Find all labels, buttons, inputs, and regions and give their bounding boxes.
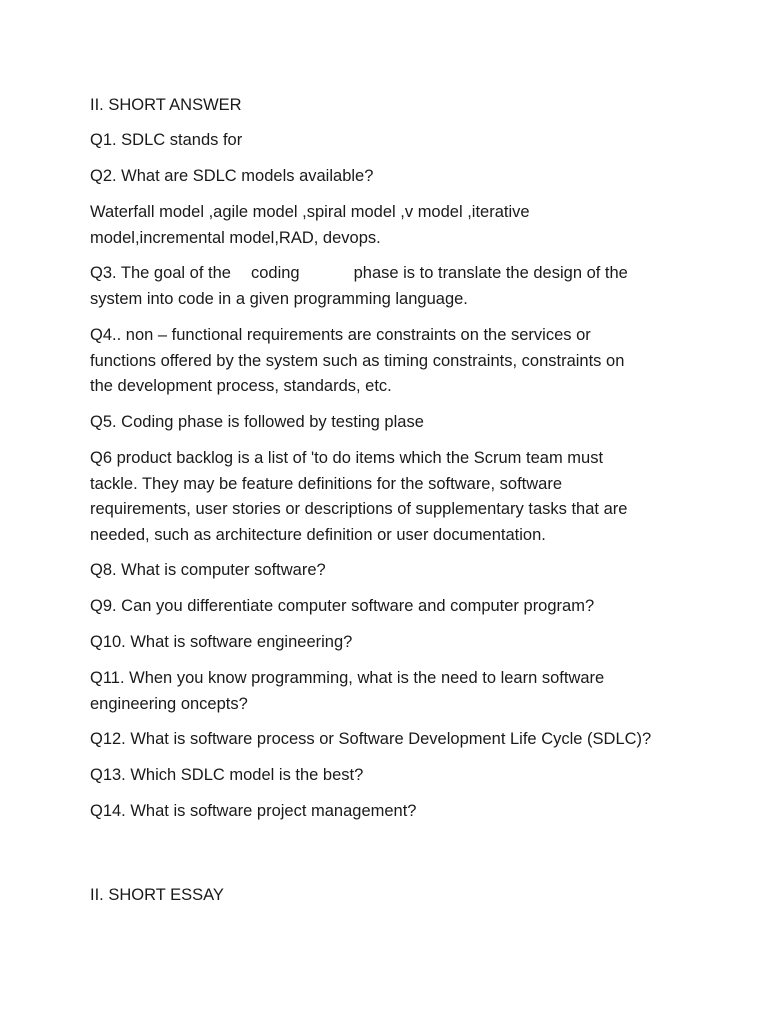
heading-text: II. SHORT ESSAY [90, 886, 224, 904]
question-12 [90, 727, 651, 753]
question-3 [90, 261, 628, 312]
question-text: Q13. Which SDLC model is the best? [90, 766, 364, 784]
question-text: Q9. Can you differentiate computer software and computer program? [90, 597, 595, 615]
question-line: Q11. When you know programming, what is the need to learn software [90, 669, 605, 687]
fill-in-answer: coding [250, 264, 300, 282]
question-1 [90, 128, 242, 154]
question-text: Q10. What is software engineering? [90, 633, 353, 651]
answer-line: Waterfall model ,agile model ,spiral model ,v model ,iterative [90, 203, 530, 221]
question-4 [90, 323, 624, 400]
question-2 [90, 164, 373, 190]
answer-2 [90, 200, 530, 251]
question-line: system into code in a given programming language. [90, 289, 468, 308]
question-text: Q14. What is software project management? [90, 802, 417, 820]
question-6 [90, 446, 627, 548]
question-line: needed, such as architecture definition or user documentation. [90, 525, 546, 544]
heading-text: II. SHORT ANSWER [90, 96, 242, 114]
heading-short-answer [90, 93, 242, 119]
question-text: Q3. The goal of the [90, 264, 231, 282]
question-line: Q4.. non – functional requirements are constraints on the services or [90, 326, 591, 344]
question-14 [90, 799, 417, 825]
document-page [90, 0, 690, 1024]
question-line: engineering oncepts? [90, 694, 248, 713]
question-line: requirements, user stories or descriptions of supplementary tasks that are [90, 500, 628, 518]
question-line: tackle. They may be feature definitions for the software, software [90, 474, 563, 493]
question-line: Q6 product backlog is a list of 'to do items which the Scrum team must [90, 449, 604, 467]
question-11 [90, 666, 604, 717]
question-5 [90, 410, 424, 436]
question-9 [90, 594, 594, 620]
answer-line: model,incremental model,RAD, devops. [90, 228, 381, 247]
question-line [90, 261, 628, 287]
question-text: phase is to translate the design of the [353, 264, 628, 282]
question-8 [90, 558, 326, 584]
question-line: functions offered by the system such as timing constraints, constraints on [90, 351, 625, 370]
heading-short-essay [90, 883, 224, 909]
question-10 [90, 630, 352, 656]
question-text: Q2. What are SDLC models available? [90, 167, 374, 185]
question-13 [90, 763, 363, 789]
question-text: Q8. What is computer software? [90, 561, 326, 579]
question-line: the development process, standards, etc. [90, 377, 392, 395]
question-text: Q1. SDLC stands for [90, 131, 243, 149]
question-text: Q5. Coding phase is followed by testing plase [90, 413, 424, 431]
question-text: Q12. What is software process or Software Development Life Cycle (SDLC)? [90, 730, 652, 748]
